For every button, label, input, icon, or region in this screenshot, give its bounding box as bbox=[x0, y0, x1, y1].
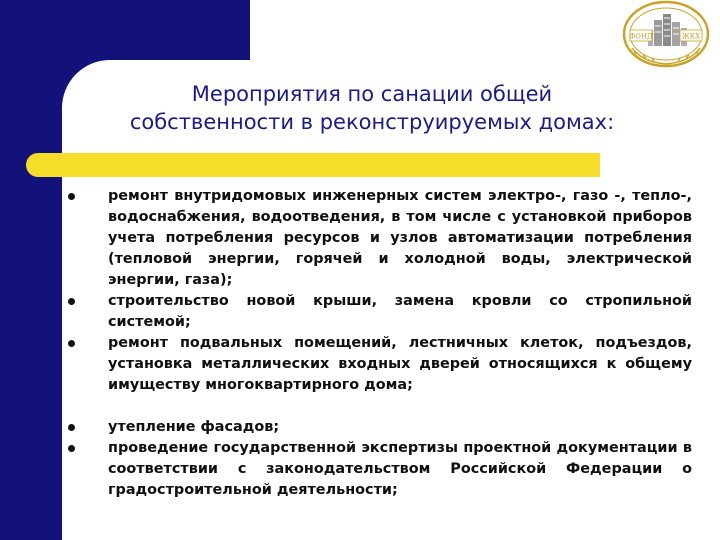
background-navy-strip bbox=[0, 0, 62, 540]
logo-right-text: ЖКХ bbox=[681, 32, 701, 41]
page-title-line-1: Мероприятия по санации общей bbox=[191, 82, 553, 106]
list-item-text: проведение государственной экспертизы проектной документации в соответствии с законодательством Российской Федерации о градостроительной деятельности; bbox=[108, 440, 692, 498]
bullet-dot-icon bbox=[68, 298, 75, 305]
fund-logo bbox=[618, 0, 714, 70]
page-title-line-2: собственности в реконструируемых домах: bbox=[129, 110, 615, 134]
list-item bbox=[62, 417, 692, 438]
list-item-text: строительство новой крыши, замена кровли со стропильной системой; bbox=[108, 293, 692, 330]
list-item bbox=[62, 291, 692, 333]
list-item bbox=[62, 438, 692, 501]
list-item-text: утепление фасадов; bbox=[108, 419, 280, 435]
logo-left-text: ФОНД bbox=[629, 32, 653, 41]
bullet-dot-icon bbox=[68, 340, 75, 347]
list-item bbox=[62, 186, 692, 291]
bullet-dot-icon bbox=[68, 445, 75, 452]
list-item-text: ремонт подвальных помещений, лестничных клеток, подъездов, установка металлических входных дверей относящихся к общему имуществу многоквартирного дома; bbox=[108, 335, 692, 393]
bullet-dot-icon bbox=[68, 424, 75, 431]
fund-logo-icon bbox=[618, 0, 714, 70]
measures-list bbox=[62, 186, 692, 501]
list-item bbox=[62, 333, 692, 417]
yellow-accent-bar bbox=[26, 153, 600, 177]
list-item-text: ремонт внутридомовых инженерных систем электро-, газо -, тепло-, водоснабжения, водоотведения, в том числе с установкой приборов учета потребления ресурсов и узлов автоматизации потребления (тепловой энергии, горячей и холодной воды, электрической энергии, газа); bbox=[108, 188, 692, 288]
page-title bbox=[62, 80, 682, 136]
bullet-dot-icon bbox=[68, 193, 75, 200]
